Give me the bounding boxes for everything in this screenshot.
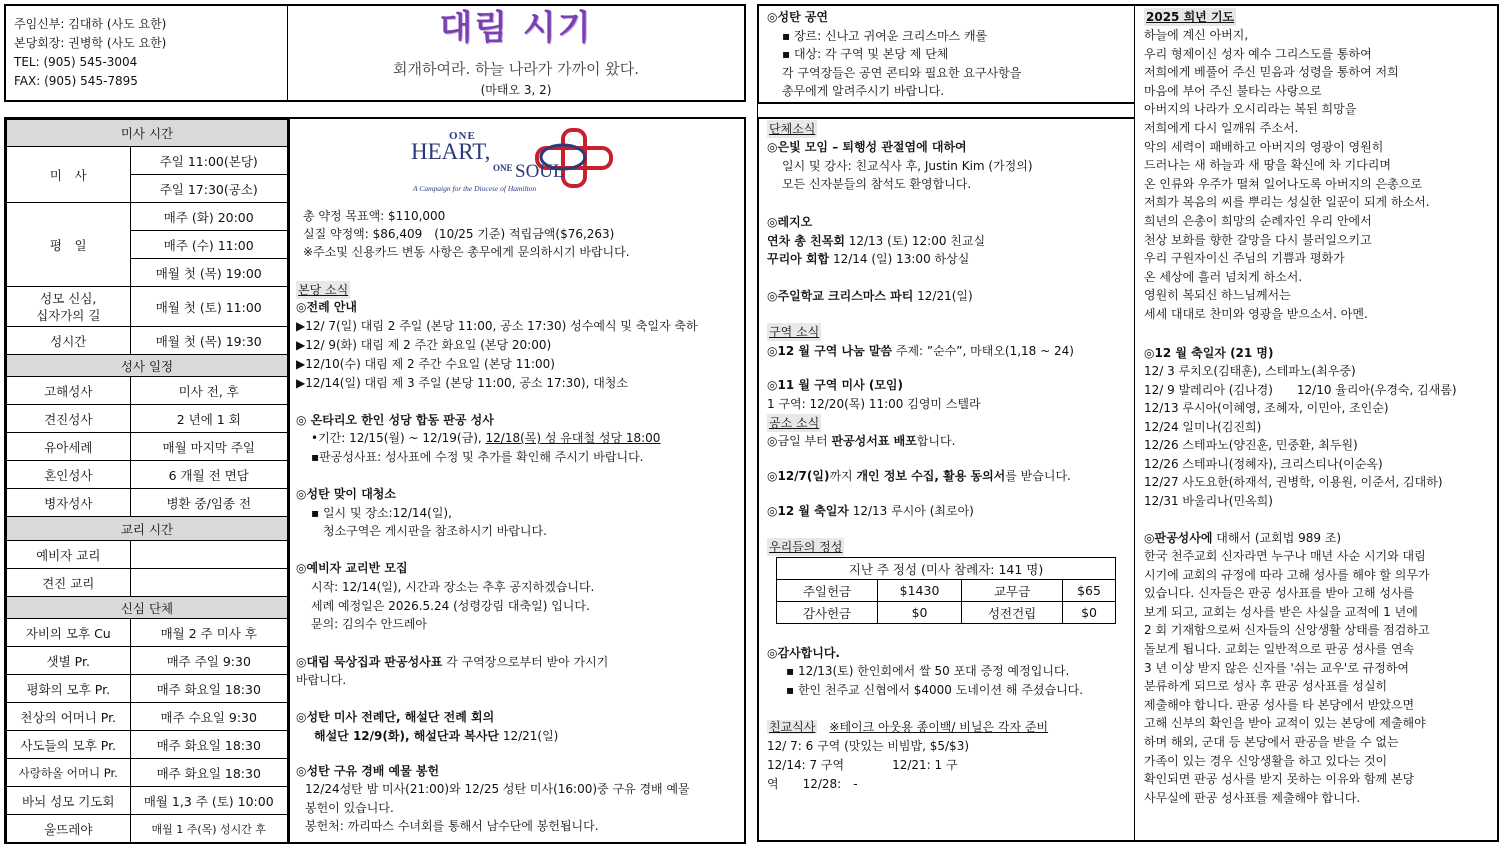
sacrament-label: 고해성사 — [7, 377, 131, 405]
groups-news-title: 단체소식 — [769, 122, 816, 136]
schedule-table — [6, 119, 288, 843]
prayer-line: 저희가 복음의 씨를 뿌리는 성실한 일꾼이 되게 하소서. — [1144, 195, 1430, 210]
liturgy-item: ▶12/10(수) 대림 제 2 주간 수요일 (본당 11:00) — [296, 357, 555, 371]
right-panel-divider — [1134, 5, 1135, 841]
logo-heart: HEART, — [411, 139, 491, 164]
prayer-line: 온 세상에 흘러 넘치게 하소서. — [1144, 269, 1303, 284]
mission-line: ◎12 월 축일자 12/13 루시아 (최로아) — [767, 504, 974, 518]
prayer-line: 마음에 부어 주신 불타는 사랑으로 — [1144, 83, 1322, 98]
group-label: 자비의 모후 Cu — [7, 619, 131, 647]
advent-book-line-2: 바랍니다. — [296, 673, 347, 687]
confession-heading: ◎판공성사에 대해서 (교회법 989 조) — [1144, 531, 1342, 545]
group-time: 매주 주일 9:30 — [130, 647, 288, 675]
confession-line: 하며 해외, 군대 등 본당에서 판공을 받을 수 없는 — [1144, 734, 1399, 749]
page-title: 대림 시기 — [439, 8, 593, 48]
sacrament-value: 6 개월 전 면담 — [130, 461, 288, 489]
district-share-line: ◎12 월 구역 나눔 말씀 주제: ”순수”, 마태오(1,18 ~ 24) — [767, 344, 1074, 358]
group-label: 울뜨레야 — [7, 815, 131, 843]
group-time: 매주 수요일 9:30 — [130, 703, 288, 731]
sacrament-value: 병환 중/임종 전 — [130, 489, 288, 517]
thanks-heading: ◎감사합니다. — [767, 646, 840, 660]
district-news-title: 구역 소식 — [769, 325, 820, 339]
legio-line: 꾸리아 회합 12/14 (일) 13:00 하상실 — [767, 252, 970, 266]
liturgy-heading: ◎전례 안내 — [296, 300, 358, 314]
christmas-show-line: ▪ 장르: 신나고 귀여운 크리스마스 캐롤 — [782, 29, 988, 43]
collection-caption: 지난 주 정성 (미사 참례자: 141 명) — [777, 558, 1116, 580]
catechism-value — [130, 541, 288, 569]
cleaning-heading: ◎성탄 맞이 대청소 — [296, 487, 396, 501]
joint-confession-period: •기간: 12/15(월) ~ 12/19(금), 12/18(목) 성 유대철 성당 18:00 — [311, 431, 661, 445]
silver-meeting-line: 모든 신자분들의 참석도 환영합니다. — [782, 177, 972, 191]
campaign-note: ※주소및 신용카드 변동 사항은 총무에게 문의하시기 바랍니다. — [303, 245, 630, 259]
campaign-logo — [405, 124, 627, 196]
confession-line: 고해 신부의 확인을 받아 교적이 있는 본당에 제출해야 — [1144, 716, 1426, 731]
legio-heading: ◎레지오 — [767, 215, 813, 229]
right-panel-gap-top — [758, 102, 1134, 119]
collection-label: 교무금 — [962, 580, 1063, 602]
confession-line: 돌보게 됩니다. 교회는 일반적으로 판공 성사를 연속 — [1144, 641, 1415, 656]
sacrament-label: 혼인성사 — [7, 461, 131, 489]
group-time: 매월 1,3 주 (토) 10:00 — [130, 787, 288, 815]
fellowship-line: 역 12/28: - — [767, 777, 858, 791]
feast-line: 12/24 일미나(김진희) — [1144, 419, 1262, 434]
prayer-line: 악의 세력이 패배하고 아버지의 영광이 영원히 — [1144, 139, 1384, 154]
district-mass-heading: ◎11 월 구역 미사 (모임) — [767, 378, 903, 392]
jubilee-title: 2025 희년 기도 — [1146, 10, 1235, 24]
christmas-show-line: ▪ 대상: 각 구역 및 본당 제 단체 — [782, 47, 949, 61]
confession-line: 한국 천주교회 신자라면 누구나 매년 사순 시기와 대림 — [1144, 549, 1426, 563]
christmas-show-heading: ◎성탄 공연 — [767, 10, 829, 24]
collection-title: 우리들의 정성 — [769, 540, 843, 554]
sacrament-label: 유아세례 — [7, 433, 131, 461]
groups-header: 신심 단체 — [7, 597, 288, 619]
adoration-time: 매월 첫 (목) 19:30 — [130, 327, 288, 355]
left-panel-divider — [288, 118, 290, 843]
silver-meeting-heading: ◎은빛 모임 – 퇴행성 관절염에 대하여 — [767, 140, 967, 154]
feast-line: 12/27 사도요한(하재석, 권병학, 이용원, 이준서, 김대하) — [1144, 475, 1443, 489]
collection-table — [776, 557, 1116, 624]
group-time: 매월 1 주(목) 성시간 후 — [130, 815, 288, 843]
jubilee-prayer — [1144, 26, 1430, 324]
fax-line: FAX: (905) 545-7895 — [14, 74, 138, 88]
group-label: 천상의 어머니 Pr. — [7, 703, 131, 731]
fellowship-line: 12/14: 7 구역 12/21: 1 구 — [767, 758, 958, 772]
catechism-header: 교리 시간 — [7, 517, 288, 541]
meeting-heading: ◎성탄 미사 전례단, 해설단 전례 회의 — [296, 710, 495, 724]
feast-heading: ◎12 월 축일자 (21 명) — [1144, 346, 1274, 360]
sacrament-label: 견진성사 — [7, 405, 131, 433]
thanks-line: ▪ 한인 천주교 신협에서 $4000 도네이션 해 주셨습니다. — [786, 683, 1084, 697]
feast-list — [1144, 362, 1457, 510]
cleaning-line: 청소구역은 게시판을 참조하시기 바랍니다. — [323, 524, 547, 538]
prayer-line: 천상 보화를 향한 갈망을 다시 불러일으키고 — [1144, 232, 1372, 247]
prayer-line: 우리 구원자이신 주님의 기쁨과 평화가 — [1144, 251, 1345, 266]
silver-meeting-line: 일시 및 강사: 친교식사 후, Justin Kim (가정의) — [782, 159, 1033, 173]
joint-confession-heading: ◎ 온타리오 한인 성당 합동 판공 성사 — [296, 413, 494, 427]
catechumen-line: 세례 예정일은 2026.5.24 (성령강림 대축일) 입니다. — [311, 599, 590, 613]
offering-line: 12/24성탄 밤 미사(21:00)와 12/25 성탄 미사(16:00)중 구유 경배 예물 — [305, 782, 690, 796]
collection-label: 성전건립 — [962, 602, 1063, 624]
campaign-pledged: 실질 약정액: $86,409 (10/25 기준) 적립금액($76,263) — [303, 227, 615, 241]
offering-heading: ◎성탄 구유 경배 예물 봉헌 — [296, 764, 440, 778]
confession-line: 가족이 있는 경우 신앙생활을 하고 있다는 것이 — [1144, 753, 1388, 768]
mass-label: 미 사 — [7, 147, 131, 203]
offering-line: 봉헌이 있습니다. — [305, 801, 394, 815]
feast-line: 12/31 바울리나(민옥희) — [1144, 493, 1273, 508]
feast-line: 12/ 3 루치오(김태훈), 스테파노(최우중) — [1144, 364, 1356, 378]
mission-line: ◎12/7(일)까지 개인 정보 수집, 활용 동의서를 받습니다. — [767, 469, 1071, 483]
fellowship-title-line: 친교식사 ※테이크 아웃용 종이백/ 비닐은 각자 준비 — [769, 720, 1049, 734]
prayer-line: 세세 대대로 찬미와 영광을 받으소서. 아멘. — [1144, 306, 1368, 321]
offering-line: 봉헌처: 까리따스 수녀회를 통해서 남수단에 봉헌됩니다. — [305, 819, 599, 833]
group-time: 매주 화요일 18:30 — [130, 759, 288, 787]
logo-soul: SOUL — [515, 161, 565, 182]
adoration-label: 성시간 — [7, 327, 131, 355]
feast-line: 12/ 9 발레리아 (김나경) 12/10 율리아(우경숙, 김새롬) — [1144, 382, 1457, 397]
feast-line: 12/26 스테파노(양진훈, 민중환, 최두원) — [1144, 438, 1358, 452]
sunday-school-line: ◎주일학교 크리스마스 파티 12/21(일) — [767, 289, 973, 303]
prayer-line: 저희에게 베풀어 주신 믿음과 성령을 통하여 저희 — [1144, 65, 1399, 80]
prayer-line: 우리 형제이신 성자 예수 그리스도를 통하여 — [1144, 46, 1372, 61]
advent-book-line: ◎대림 묵상집과 판공성사표 각 구역장으로부터 받아 가시기 — [296, 655, 609, 669]
confession-line: 제출해야 합니다. 판공 성사를 타 본당에서 받았으면 — [1144, 697, 1415, 712]
weekday-time: 매주 (화) 20:00 — [130, 203, 288, 231]
liturgy-item: ▶12/14(일) 대림 제 3 주일 (본당 11:00, 공소 17:30), 대청소 — [296, 376, 628, 390]
confession-line: 확인되면 판공 성사를 받지 못하는 이유와 함께 본당 — [1144, 772, 1415, 787]
mass-time: 주일 11:00(본당) — [130, 147, 288, 175]
catechism-value — [130, 569, 288, 597]
confession-line: 분류하게 되므로 성사 후 판공 성사표를 성실히 — [1144, 679, 1388, 694]
liturgy-item: ▶12/ 9(화) 대림 제 2 주간 화요일 (본당 20:00) — [296, 338, 552, 352]
liturgy-item: ▶12/ 7(일) 대림 2 주일 (본당 11:00, 공소 17:30) 성수예식 및 축일자 축하 — [296, 319, 698, 333]
logo-one-top: ONE — [449, 130, 476, 142]
mission-line: ◎금일 부터 판공성서표 배포합니다. — [767, 434, 956, 448]
confession-line: 보게 되고, 교회는 성사를 받은 사실을 교적에 1 년에 — [1144, 604, 1418, 619]
sacrament-value: 2 년에 1 회 — [130, 405, 288, 433]
confession-body — [1144, 547, 1430, 807]
group-label: 사랑하올 어머니 Pr. — [7, 759, 131, 787]
catechism-label: 견진 교리 — [7, 569, 131, 597]
tel-line: TEL: (905) 545-3004 — [14, 55, 138, 69]
verse-ref: (마태오 3, 2) — [480, 83, 552, 97]
group-label: 샛별 Pr. — [7, 647, 131, 675]
verse: 회개하여라. 하늘 나라가 가까이 왔다. — [393, 60, 639, 78]
collection-label: 감사헌금 — [777, 602, 878, 624]
catechumen-line: 시작: 12/14(일), 시간과 장소는 추후 공지하겠습니다. — [311, 580, 595, 594]
devotion-time: 매월 첫 (토) 11:00 — [130, 287, 288, 327]
feast-line: 12/26 스테파니(정혜자), 크리스티나(이순옥) — [1144, 456, 1383, 471]
group-time: 매월 2 주 미사 후 — [130, 619, 288, 647]
confession-line: 시기에 교회의 규정에 따라 고해 성사를 해야 할 의무가 — [1144, 567, 1430, 582]
prayer-line: 드러나는 새 하늘과 새 땅을 확신에 차 기다리며 — [1144, 158, 1391, 173]
pastor-line: 주임신부: 김대하 (사도 요한) — [14, 17, 167, 31]
confession-line: 사무실에 판공 성사표를 제출해야 합니다. — [1144, 790, 1361, 805]
collection-value: $0 — [877, 602, 961, 624]
group-time: 매주 화요일 18:30 — [130, 675, 288, 703]
mass-time: 주일 17:30(공소) — [130, 175, 288, 203]
christmas-show-line: 총무에게 알려주시기 바랍니다. — [782, 84, 945, 98]
group-time: 매주 화요일 18:30 — [130, 731, 288, 759]
collection-value: $1430 — [877, 580, 961, 602]
confession-line: 있습니다. 신자들은 판공 성사표를 받아 고해 성사를 — [1144, 586, 1415, 601]
mass-time-header: 미사 시간 — [7, 120, 288, 147]
group-label: 바뇌 성모 기도회 — [7, 787, 131, 815]
collection-value: $0 — [1063, 602, 1116, 624]
prayer-line: 저희에게 다시 일깨워 주소서. — [1144, 120, 1299, 135]
prayer-line: 영원히 복되신 하느님께서는 — [1144, 288, 1291, 303]
weekday-time: 매주 (수) 11:00 — [130, 231, 288, 259]
district-mass-line: 1 구역: 12/20(목) 11:00 김영미 스텔라 — [767, 397, 981, 411]
collection-value: $65 — [1063, 580, 1116, 602]
catechumen-line: 문의: 김의수 안드레아 — [311, 617, 428, 631]
sacraments-header: 성사 일정 — [7, 355, 288, 377]
prayer-line: 아버지의 나라가 오시리라는 복된 희망을 — [1144, 102, 1357, 117]
sacrament-label: 병자성사 — [7, 489, 131, 517]
campaign-goal: 총 약정 목표액: $110,000 — [303, 209, 446, 223]
confession-line: 2 회 기재함으로써 신자들의 신앙생활 상태를 점검하고 — [1144, 623, 1430, 638]
confession-line: 3 년 이상 받지 않은 신자를 '쉬는 교우'로 규정하여 — [1144, 660, 1409, 675]
president-line: 본당회장: 권병학 (사도 요한) — [14, 36, 167, 50]
fellowship-line: 12/ 7: 6 구역 (맛있는 비빔밥, $5/$3) — [767, 739, 970, 753]
feast-line: 12/13 루시아(이혜영, 조혜자, 이민아, 조인순) — [1144, 401, 1389, 415]
devotion-label: 성모 신심, 십자가의 길 — [7, 287, 131, 327]
joint-confession-form: ▪판공성사표: 성사표에 수정 및 추가를 확인해 주시기 바랍니다. — [311, 450, 644, 464]
parish-news-title: 본당 소식 — [298, 283, 349, 297]
weekday-label: 평 일 — [7, 203, 131, 287]
sacrament-value: 매월 마지막 주일 — [130, 433, 288, 461]
logo-one-bottom: ONE — [493, 163, 513, 173]
mission-news-title: 공소 소식 — [769, 416, 820, 430]
catechism-label: 예비자 교리 — [7, 541, 131, 569]
christmas-show-line: 각 구역장들은 공연 콘티와 필요한 요구사항을 — [782, 66, 1022, 80]
prayer-line: 온 인류와 우주가 떨쳐 일어나도록 아버지의 은총으로 — [1144, 176, 1422, 191]
contact-info — [14, 15, 166, 91]
legio-line: 연차 총 친목회 12/13 (토) 12:00 친교실 — [767, 234, 986, 248]
logo-tagline: A Campaign for the Diocese of Hamilton — [413, 184, 537, 193]
meeting-line: 해설단 12/9(화), 해설단과 복사단 12/21(일) — [314, 729, 559, 743]
prayer-line: 희년의 은총이 희망의 순례자인 우리 안에서 — [1144, 213, 1372, 228]
collection-label: 주일헌금 — [777, 580, 878, 602]
sacrament-value: 미사 전, 후 — [130, 377, 288, 405]
weekday-time: 매월 첫 (목) 19:00 — [130, 259, 288, 287]
catechumen-heading: ◎예비자 교리반 모집 — [296, 561, 408, 575]
group-label: 평화의 모후 Pr. — [7, 675, 131, 703]
thanks-line: ▪ 12/13(토) 한인회에서 쌀 50 포대 증정 예정입니다. — [786, 664, 1070, 678]
prayer-line: 하늘에 계신 아버지, — [1144, 28, 1249, 42]
group-label: 사도들의 모후 Pr. — [7, 731, 131, 759]
cleaning-line: ▪ 일시 및 장소:12/14(일), — [311, 506, 452, 520]
